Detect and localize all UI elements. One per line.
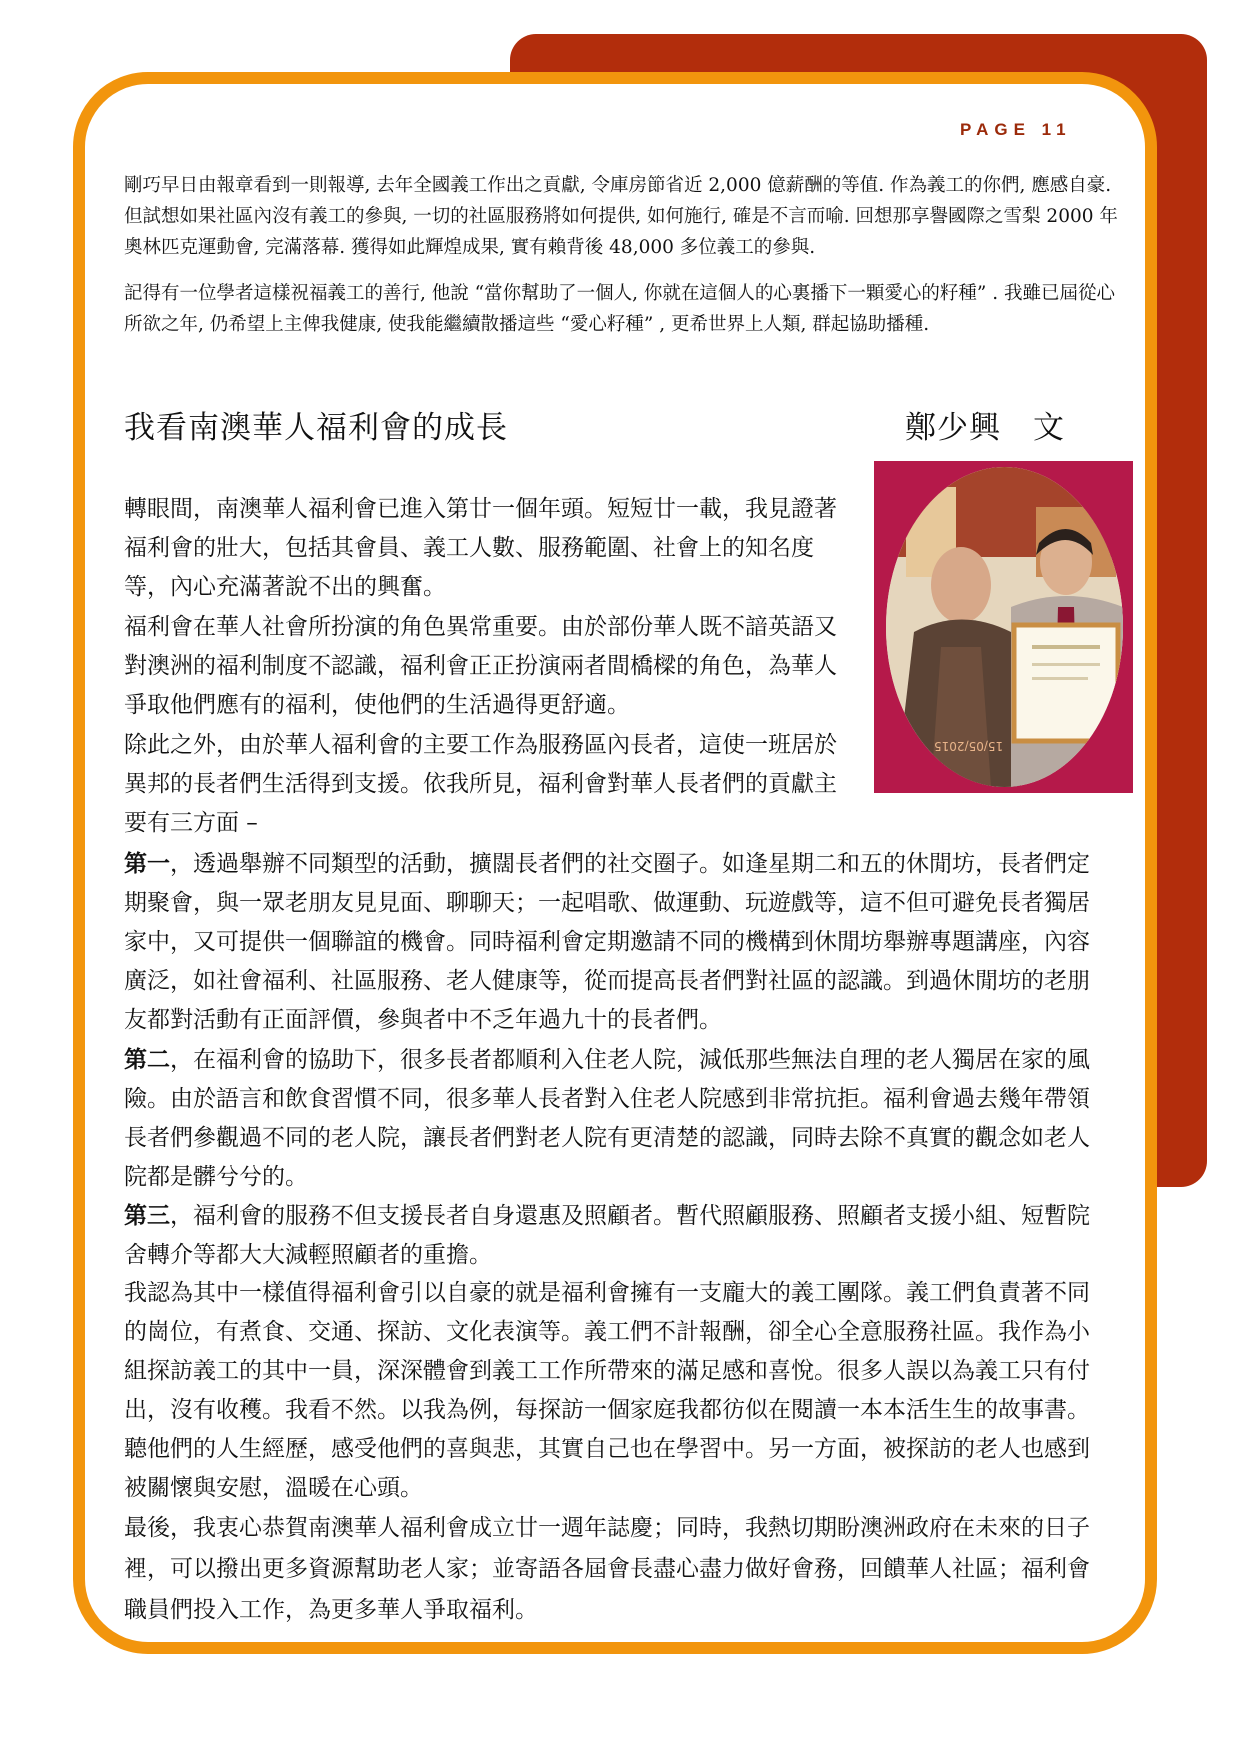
intro-paragraph-1: 剛巧早日由報章看到一則報導, 去年全國義工作出之貢獻, 令庫房節省近 2,000 億薪酬的等值. 作為義工的你們, 應感自豪. 但試想如果社區內沒有義工的參與, 一切的社區服務將如何提供, 如何施行, 確是不言而喻. 回想那享譽國際之雪梨 2000 年奧林匹克運動會, 完滿落幕. 獲得如此輝煌成果, 實有賴背後 48,000 多位義工的參與. bbox=[124, 175, 1118, 258]
article-paragraph-8: 最後，我衷心恭賀南澳華人福利會成立廿一週年誌慶；同時，我熱切期盼澳洲政府在未來的日子裡，可以撥出更多資源幫助老人家；並寄語各屆會長盡心盡力做好會務，回饋華人社區；福利會職員們投入工作，為更多華人爭取福利。 bbox=[124, 1515, 1090, 1623]
article-paragraph-6 bbox=[124, 1196, 1109, 1275]
point-three-text: ，福利會的服務不但支援長者自身還惠及照顧者。暫代照顧服務、照顧者支援小組、短暫院舍轉介等都大大減輕照顧者的重擔。 bbox=[124, 1203, 1090, 1268]
article-paragraph-1: 轉眼間，南澳華人福利會已進入第廿一個年頭。短短廿一載，我見證著福利會的壯大，包括其會員、義工人數、服務範圍、社會上的知名度等，內心充滿著說不出的興奮。 bbox=[124, 496, 837, 600]
article-paragraph-5 bbox=[124, 1040, 1109, 1197]
photo-illustration bbox=[886, 467, 1123, 787]
photo-date-stamp: 15/05/2015 bbox=[934, 739, 1004, 753]
point-one-text: ，透過舉辦不同類型的活動，擴闊長者們的社交圈子。如逢星期二和五的休閒坊，長者們定期聚會，與一眾老朋友見見面、聊聊天；一起唱歌、做運動、玩遊戲等，這不但可避免長者獨居家中，又可提供一個聯誼的機會。同時福利會定期邀請不同的機構到休閒坊舉辦專題講座，內容廣泛，如社會福利、社區服務、老人健康等，從而提高長者們對社區的認識。到過休閒坊的老朋友都對活動有正面評價，參與者中不乏年過九十的長者們。 bbox=[124, 851, 1090, 1033]
article-paragraph-7: 我認為其中一樣值得福利會引以自豪的就是福利會擁有一支龐大的義工團隊。義工們負責著不同的崗位，有煮食、交通、探訪、文化表演等。義工們不計報酬，卻全心全意服務社區。我作為小組探訪義工的其中一員，深深體會到義工工作所帶來的滿足感和喜悅。很多人誤以為義工只有付出，沒有收穫。我看不然。以我為例，每探訪一個家庭我都彷似在閱讀一本本活生生的故事書。聽他們的人生經歷，感受他們的喜與悲，其實自己也在學習中。另一方面，被探訪的老人也感到被關懷與安慰，溫暖在心頭。 bbox=[124, 1280, 1090, 1501]
page-number-label: PAGE 11 bbox=[960, 120, 1072, 139]
article-title: 我看南澳華人福利會的成長 bbox=[124, 410, 508, 446]
article-author: 鄭少興 文 bbox=[905, 410, 1065, 446]
point-two-text: ，在福利會的協助下，很多長者都順利入住老人院，減低那些無法自理的老人獨居在家的風險。由於語言和飲食習慣不同，很多華人長者對入住老人院感到非常抗拒。福利會過去幾年帶領長者們參觀過不同的老人院，讓長者們對老人院有更清楚的認識，同時去除不真實的觀念如老人院都是髒兮兮的。 bbox=[124, 1047, 1090, 1190]
point-two-label: 第二 bbox=[124, 1046, 170, 1073]
point-one-label: 第一 bbox=[124, 850, 170, 877]
article-paragraph-3: 除此之外，由於華人福利會的主要工作為服務區內長者，這使一班居於異邦的長者們生活得到支援。依我所見，福利會對華人長者們的貢獻主要有三方面 – bbox=[124, 732, 837, 836]
article-paragraph-4 bbox=[124, 844, 1109, 1040]
intro-paragraph-2: 記得有一位學者這樣祝福義工的善行, 他說 “當你幫助了一個人, 你就在這個人的心裏播下一顆愛心的籽種” . 我雖已屆從心所欲之年, 仍希望上主俾我健康, 使我能繼續散播這些 “愛心籽種” , 更希世界上人類, 群起協助播種. bbox=[124, 283, 1115, 335]
article-paragraph-2: 福利會在華人社會所扮演的角色異常重要。由於部份華人既不諳英語又對澳洲的福利制度不認識，福利會正正扮演兩者間橋樑的角色，為華人爭取他們應有的福利，使他們的生活過得更舒適。 bbox=[124, 614, 837, 718]
article-photo bbox=[874, 461, 1133, 793]
point-three-label: 第三 bbox=[124, 1202, 170, 1229]
photo-oval bbox=[886, 467, 1123, 787]
